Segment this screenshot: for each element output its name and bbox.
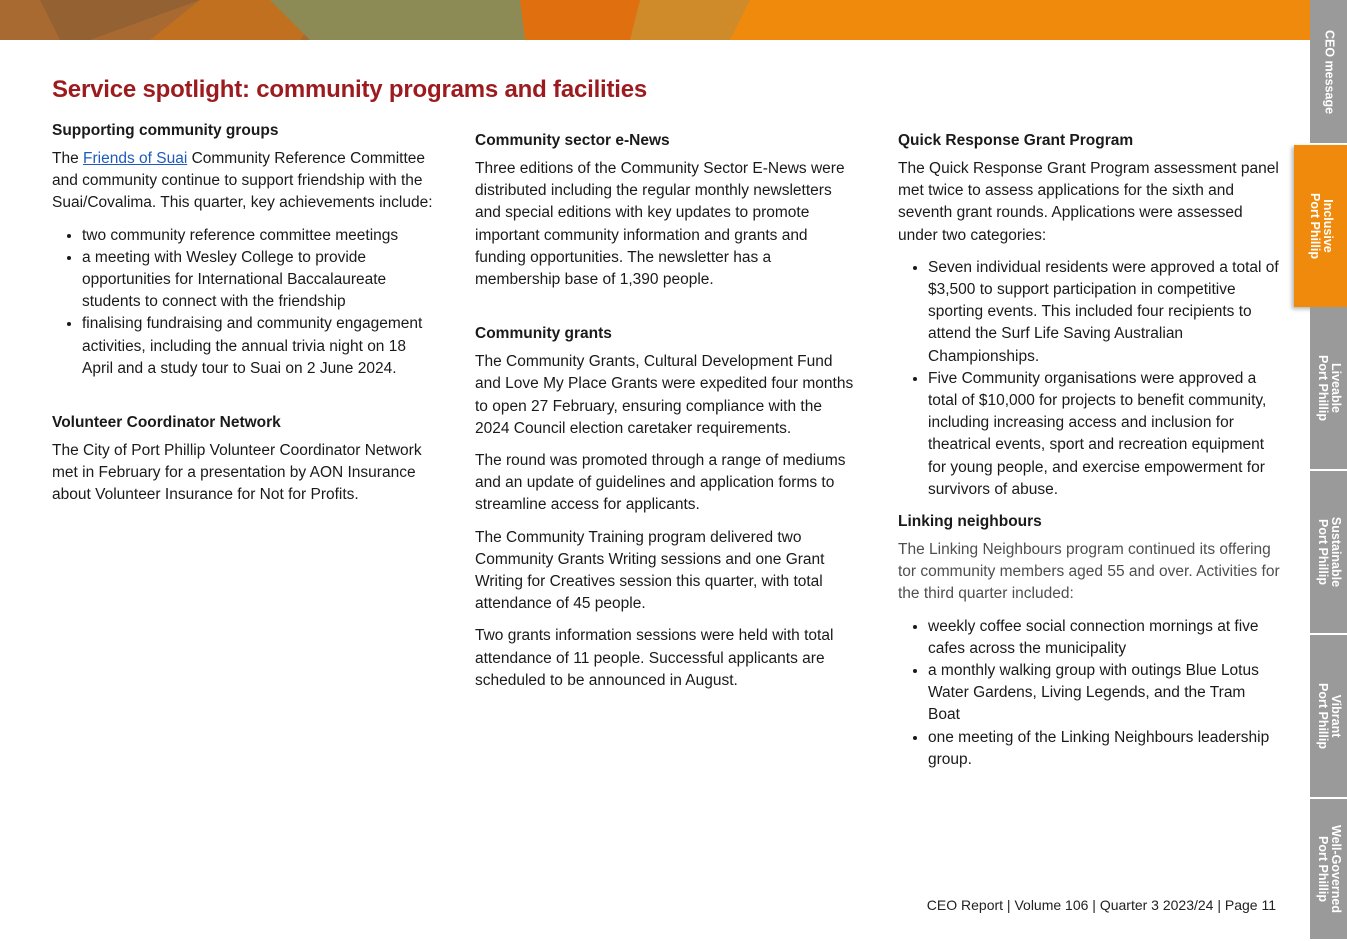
grants-paragraph-3: The Community Training program delivered two Community Grants Writing sessions and one Grant Writing for Creatives session this quarter, with total attendance of 45 people. — [475, 528, 825, 613]
column-left — [52, 120, 434, 517]
tab-label — [1322, 29, 1335, 113]
enews-paragraph: Three editions of the Community Sector E-News were distributed including the regular monthly newsletters and special editions with key updates to promote important community information and grants and funding opportunities. The newsletter has a membership base of 1,390 people. — [475, 160, 845, 289]
banner-pattern — [0, 0, 1310, 40]
column-middle — [475, 130, 857, 702]
tab-label-line2: Port Phillip — [1315, 519, 1330, 585]
heading-community-sector-enews: Community sector e-News — [475, 132, 670, 149]
page-title: Service spotlight: community programs and facilities — [52, 76, 648, 103]
friends-of-suai-link[interactable]: Friends of Suai — [83, 150, 188, 167]
list-item: • weekly coffee social connection mornings at five cafes across the municipality — [928, 616, 1280, 660]
tab-label-line1: Well-Governed — [1328, 825, 1343, 913]
tab-label-line1: Inclusive — [1320, 199, 1335, 253]
tab-inclusive-port-phillip[interactable] — [1294, 145, 1347, 307]
list-item: • two community reference committee meetings — [82, 225, 434, 247]
list-item: • a monthly walking group with outings Blue Lotus Water Gardens, Living Legends, and the Tram Boat — [928, 660, 1280, 727]
tab-label-line1: CEO message — [1322, 29, 1336, 114]
tab-label-line1: Sustainable — [1328, 516, 1343, 588]
tab-label-line1: Liveable — [1328, 362, 1343, 414]
tab-liveable-port-phillip[interactable] — [1310, 307, 1347, 471]
list-item: • a meeting with Wesley College to provide opportunities for International Baccalaureate students to connect with the friendship — [82, 247, 434, 314]
tab-label — [1316, 517, 1342, 587]
list-item: • finalising fundraising and community engagement activities, including the annual trivia night on 18 April and a study tour to Suai on 2 June 2024. — [82, 313, 434, 380]
grants-paragraph-4: Two grants information sessions were held with total attendance of 11 people. Successful applicants are scheduled to be announced in August. — [475, 627, 834, 689]
tab-sustainable-port-phillip[interactable] — [1310, 471, 1347, 635]
grant-categories-list — [898, 257, 1280, 501]
friends-of-suai-paragraph — [52, 148, 434, 215]
tab-label — [1316, 825, 1342, 913]
heading-volunteer-coordinator-network: Volunteer Coordinator Network — [52, 414, 281, 432]
grants-paragraph-2: The round was promoted through a range of mediums and an update of guidelines and application forms to streamline access for applicants. — [475, 452, 846, 514]
volunteer-network-paragraph: The City of Port Phillip Volunteer Coordinator Network met in February for a presentation by AON Insurance about Volunteer Insurance for Not for Profits. — [52, 442, 422, 504]
paragraph-text: The — [52, 150, 84, 167]
list-item: • Seven individual residents were approved a total of $3,500 to support participation in competitive sporting events. This included four recipients to attend the Surf Life Saving Australian Championships. — [928, 257, 1280, 368]
tab-label-line2: Port Phillip — [1315, 355, 1330, 421]
tab-label — [1316, 355, 1342, 421]
quick-response-paragraph: The Quick Response Grant Program assessment panel met twice to assess applications for the sixth and seventh grant rounds. Applications were assessed under two categories: — [898, 160, 1279, 244]
side-navigation-tabs — [1307, 0, 1347, 941]
list-item: • one meeting of the Linking Neighbours leadership group. — [928, 727, 1280, 771]
page-footer: CEO Report | Volume 106 | Quarter 3 2023/24 | Page 11 — [926, 897, 1276, 913]
activities-list — [898, 616, 1280, 771]
tab-label — [1316, 683, 1342, 749]
tab-vibrant-port-phillip[interactable] — [1310, 635, 1347, 799]
list-item: • Five Community organisations were approved a total of $10,000 for projects to benefit community, including increasing access and inclusion for theatrical events, sport and recreation equipment for young people, and exercise empowerment for survivors of abuse. — [928, 368, 1280, 501]
tab-label-line2: Port Phillip — [1307, 193, 1322, 259]
column-right — [898, 130, 1280, 781]
heading-supporting-community-groups: Supporting community groups — [52, 122, 279, 139]
tab-label-line2: Port Phillip — [1315, 836, 1330, 902]
heading-quick-response-grant: Quick Response Grant Program — [898, 132, 1134, 149]
paragraph-text: Community Reference Committee and community continue to support friendship with the Suai/Covalima. This quarter, key achievements include: — [52, 150, 433, 212]
decorative-banner — [0, 0, 1310, 40]
tab-label-line2: Port Phillip — [1315, 683, 1330, 749]
heading-community-grants: Community grants — [475, 325, 612, 343]
heading-linking-neighbours: Linking neighbours — [898, 513, 1042, 531]
achievements-list — [52, 225, 434, 380]
tab-well-governed-port-phillip[interactable] — [1310, 799, 1347, 941]
tab-label-line1: Vibrant — [1328, 694, 1343, 738]
grants-paragraph-1: The Community Grants, Cultural Development Fund and Love My Place Grants were expedited four months to open 27 February, ensuring compliance with the 2024 Council election caretaker requirements. — [475, 353, 854, 437]
tab-label — [1308, 193, 1334, 259]
linking-neighbours-paragraph: The Linking Neighbours program continued its offering tor community members aged 55 and over. Activities for the third quarter included: — [898, 541, 1280, 603]
tab-ceo-message[interactable] — [1310, 0, 1347, 145]
